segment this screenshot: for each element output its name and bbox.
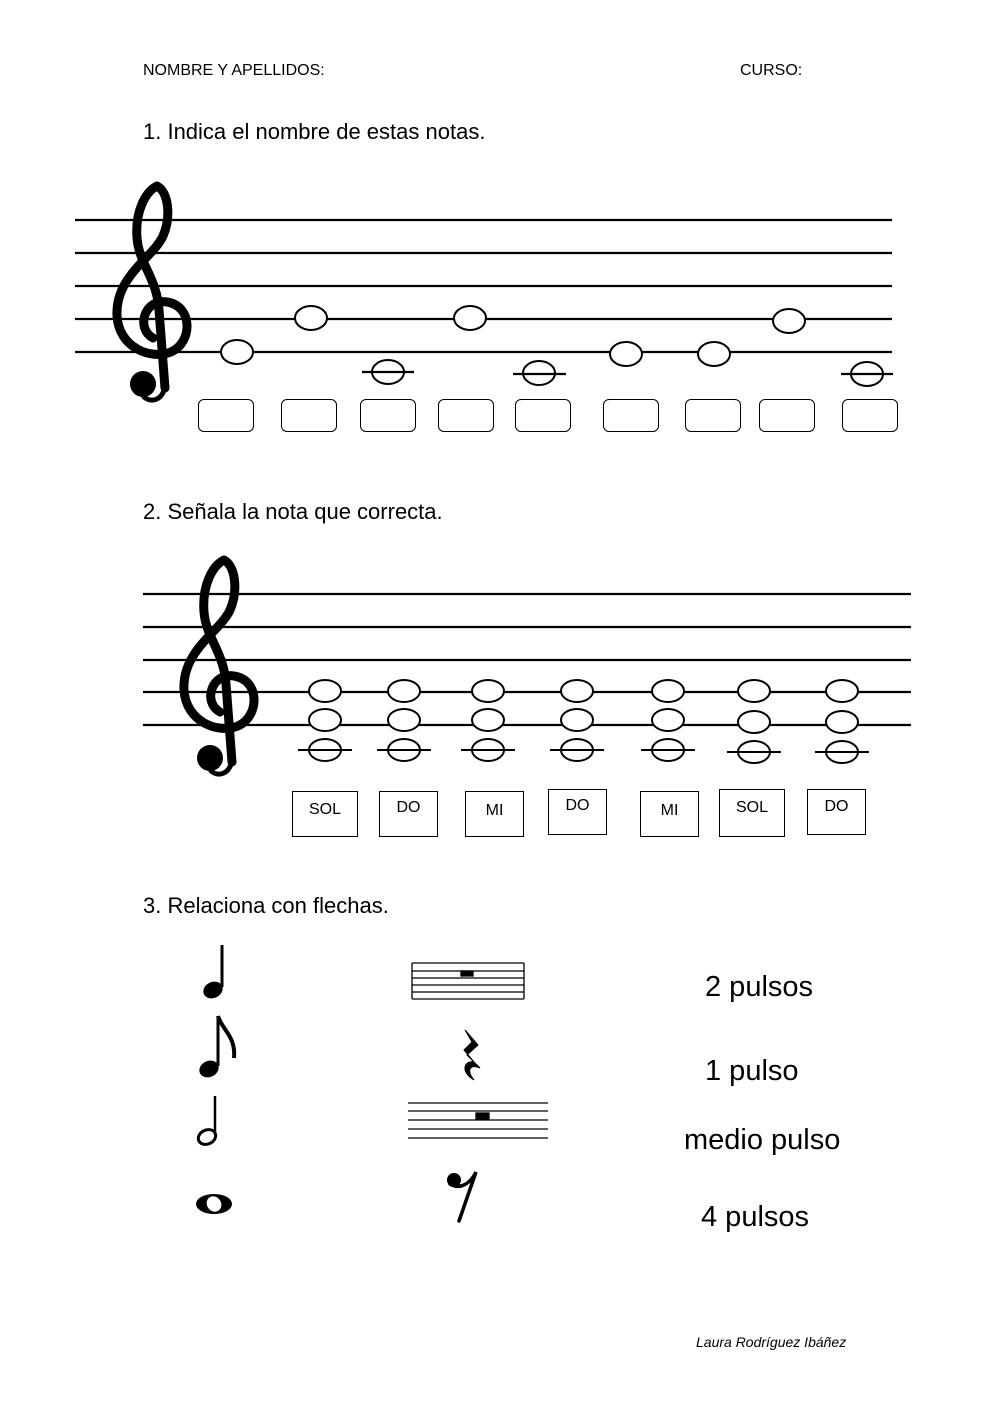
staff1-note-2 — [295, 306, 327, 330]
choice-option-7[interactable]: DO — [807, 789, 866, 835]
half-note-icon[interactable] — [196, 1096, 218, 1147]
eighth-rest-icon[interactable] — [447, 1172, 476, 1221]
name-label: NOMBRE Y APELLIDOS: — [143, 62, 325, 79]
pulse-label-4[interactable]: 4 pulsos — [701, 1201, 810, 1233]
answer-box-5[interactable] — [515, 399, 571, 432]
author-credit: Laura Rodríguez Ibáñez — [696, 1334, 847, 1350]
staff1-note-6 — [610, 342, 642, 366]
whole-rest-icon[interactable] — [408, 1103, 548, 1138]
ledger-lines-1 — [362, 372, 893, 374]
choice-option-3[interactable]: MI — [465, 791, 524, 837]
staff-2 — [143, 594, 911, 725]
treble-clef-icon — [117, 186, 187, 400]
answer-box-1[interactable] — [198, 399, 254, 432]
choice-option-1[interactable]: SOL — [292, 791, 358, 837]
section1-title: 1. Indica el nombre de estas notas. — [143, 119, 486, 144]
answer-box-2[interactable] — [281, 399, 337, 432]
answer-box-9[interactable] — [842, 399, 898, 432]
half-rest-icon[interactable] — [412, 963, 524, 999]
choice-option-2[interactable]: DO — [379, 791, 438, 837]
answer-box-3[interactable] — [360, 399, 416, 432]
answer-box-8[interactable] — [759, 399, 815, 432]
answer-box-6[interactable] — [603, 399, 659, 432]
staff-1 — [75, 220, 892, 352]
section2-title: 2. Señala la nota que correcta. — [143, 499, 443, 524]
staff1-note-7 — [698, 342, 730, 366]
choice-option-6[interactable]: SOL — [719, 789, 785, 837]
pulse-label-1[interactable]: 2 pulsos — [705, 971, 814, 1003]
staff1-note-1 — [221, 340, 253, 364]
section3-title: 3. Relaciona con flechas. — [143, 893, 389, 918]
treble-clef-icon-2 — [184, 560, 254, 774]
choice-option-5[interactable]: MI — [640, 791, 699, 837]
eighth-note-icon[interactable] — [197, 1016, 235, 1080]
staff1-note-4 — [454, 306, 486, 330]
pulse-label-2[interactable]: 1 pulso — [705, 1055, 799, 1087]
answer-box-7[interactable] — [685, 399, 741, 432]
course-label: CURSO: — [740, 62, 803, 79]
choice-option-4[interactable]: DO — [548, 789, 607, 835]
whole-note-icon[interactable] — [196, 1193, 232, 1214]
answer-box-4[interactable] — [438, 399, 494, 432]
quarter-rest-icon[interactable] — [464, 1030, 480, 1080]
staff1-note-8 — [773, 309, 805, 333]
pulse-label-3[interactable]: medio pulso — [684, 1124, 841, 1156]
quarter-note-icon[interactable] — [201, 945, 226, 1001]
